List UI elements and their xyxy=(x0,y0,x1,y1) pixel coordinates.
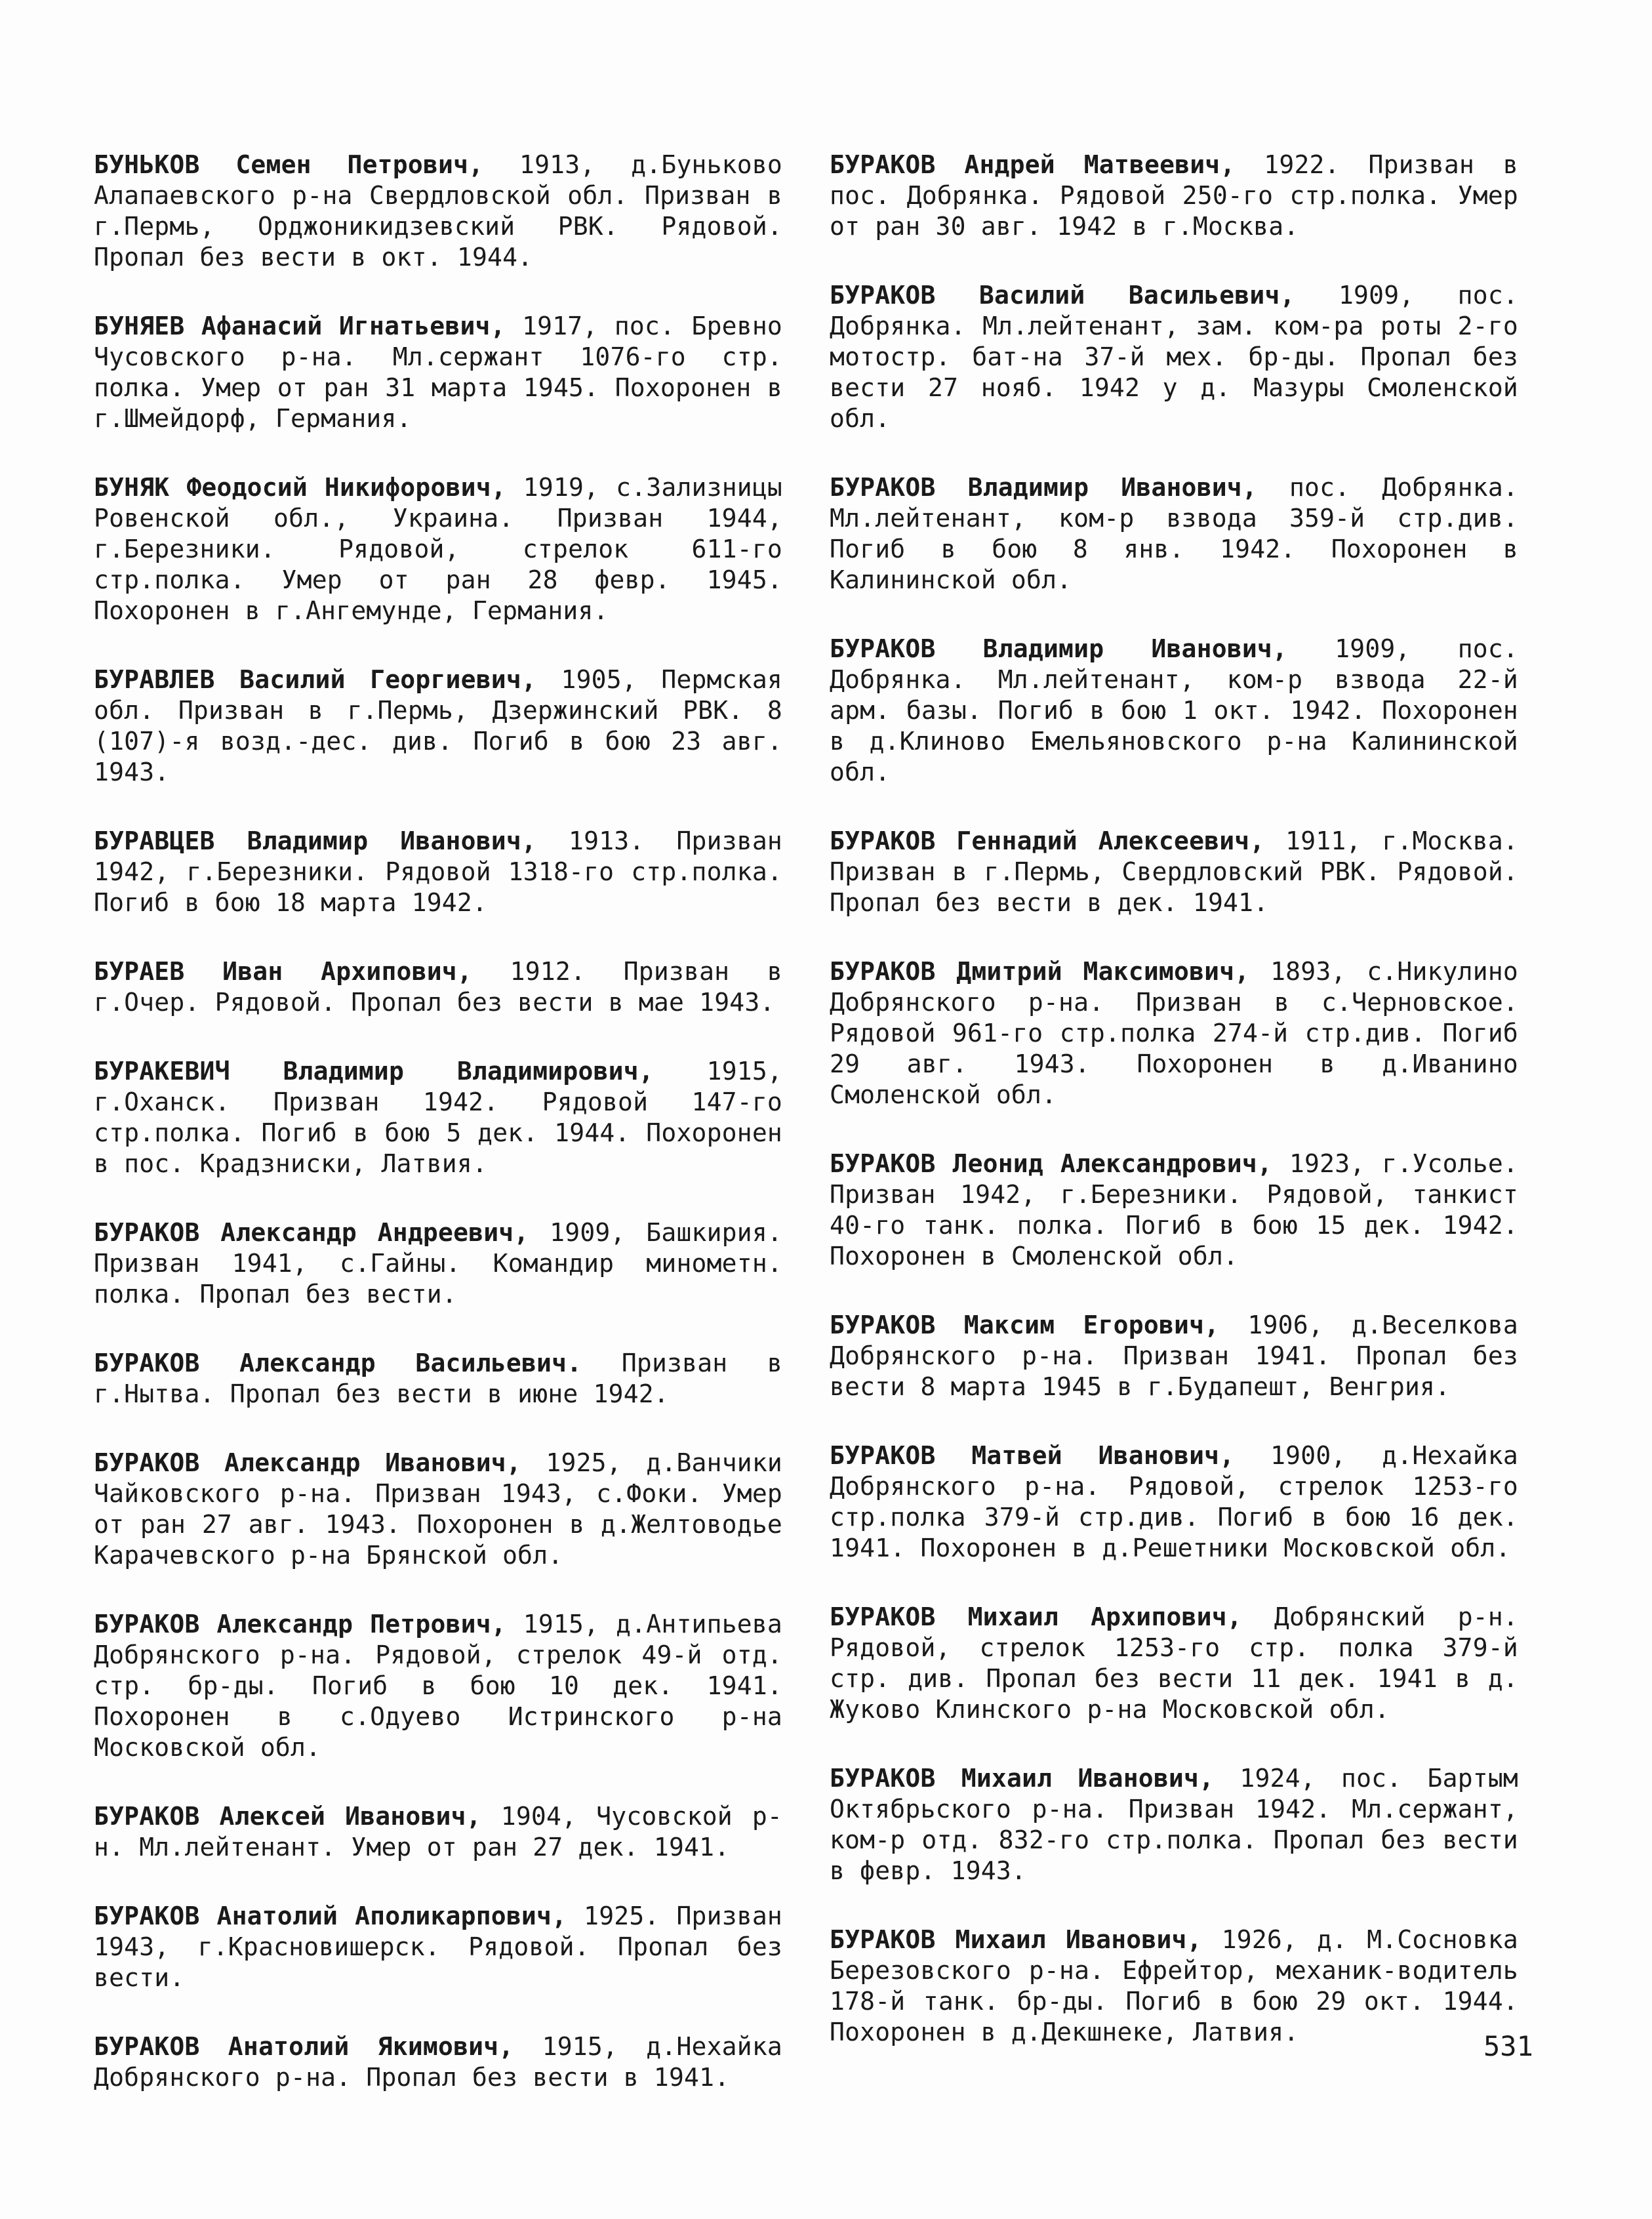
entry-text: 1900, д.Нехайка Добрянского р-на. Рядовой, стрелок 1253-го стр.полка 379-й стр.див. Погиб в бою 16 дек. 1941. Похоронен в д.Решетники Московской обл. xyxy=(830,1441,1518,1562)
entry-name: БУРАКОВ Дмитрий Максимович, xyxy=(830,957,1250,986)
entry xyxy=(94,472,782,626)
entry xyxy=(830,1310,1518,1402)
entry-name: БУРАКОВ Михаил Иванович, xyxy=(830,1925,1202,1954)
entry-name: БУРАКОВ Алексей Иванович, xyxy=(94,1802,481,1831)
entry-text: 1922. Призван в пос. Добрянка. Рядовой 250-го стр.полка. Умер от ран 30 авг. 1942 в г.Москва. xyxy=(830,150,1518,241)
entry xyxy=(830,1924,1518,2048)
entry-name: БУРАКОВ Андрей Матвеевич, xyxy=(830,150,1236,179)
entry xyxy=(830,472,1518,596)
entry-name: БУРАКЕВИЧ Владимир Владимирович, xyxy=(94,1057,654,1086)
entry-text: 1919, с.Зализницы Ровенской обл., Украина. Призван 1944, г.Березники. Рядовой, стрелок 611-го стр.полка. Умер от ран 28 февр. 1945. Похоронен в г.Ангемунде, Германия. xyxy=(94,473,783,625)
entry-text: 1924, пос. Бартым Октябрьского р-на. Призван 1942. Мл.сержант, ком-р отд. 832-го стр.полка. Пропал без вести в февр. 1943. xyxy=(830,1764,1519,1885)
entry-name: БУНЯК Феодосий Никифорович, xyxy=(94,473,506,502)
entry xyxy=(830,1440,1518,1564)
entry-name: БУРАКОВ Геннадий Алексеевич, xyxy=(830,826,1265,855)
entry-name: БУРАКОВ Максим Егорович, xyxy=(830,1311,1220,1339)
entry-name: БУРАКОВ Владимир Иванович, xyxy=(830,634,1288,663)
left-column xyxy=(94,150,782,2131)
entry-name: БУРАКОВ Александр Андреевич, xyxy=(94,1218,529,1247)
entry xyxy=(830,1149,1518,1272)
entry xyxy=(94,956,782,1018)
entry xyxy=(94,311,782,434)
entry-name: БУРАЕВ Иван Архипович, xyxy=(94,957,472,986)
entry-name: БУРАКОВ Михаил Архипович, xyxy=(830,1602,1242,1631)
entry-text: 1915, д.Антипьева Добрянского р-на. Рядовой, стрелок 49-й отд. стр. бр-ды. Погиб в бою 10 дек. 1941. Похоронен в с.Одуево Истринского р-на Московской обл. xyxy=(94,1610,783,1762)
entry-text: пос. Добрянка. Мл.лейтенант, ком-р взвода 359-й стр.див. Погиб в бою 8 янв. 1942. Похоронен в Калининской обл. xyxy=(830,473,1519,594)
entry-name: БУРАКОВ Александр Иванович, xyxy=(94,1448,521,1477)
entry xyxy=(94,826,782,918)
entry-name: БУРАВЦЕВ Владимир Иванович, xyxy=(94,826,537,855)
entry xyxy=(830,150,1518,242)
entry xyxy=(94,664,782,788)
entry-text: Призван в г.Нытва. Пропал без вести в июне 1942. xyxy=(94,1349,783,1408)
entry-text: 1893, с.Никулино Добрянского р-на. Призван в с.Черновское. Рядовой 961-го стр.полка 274-й стр.див. Погиб 29 авг. 1943. Похоронен в д.Иванино Смоленской обл. xyxy=(830,957,1518,1109)
entry xyxy=(94,1056,782,1179)
entry-name: БУРАКОВ Анатолий Аполикарпович, xyxy=(94,1902,567,1930)
entry-name: БУНЯЕВ Афанасий Игнатьевич, xyxy=(94,312,506,340)
entry-text: 1911, г.Москва. Призван в г.Пермь, Свердловский РВК. Рядовой. Пропал без вести в дек. 1941. xyxy=(830,826,1518,917)
entry-name: БУРАКОВ Владимир Иванович, xyxy=(830,473,1257,502)
entry xyxy=(830,1763,1518,1886)
entry-name: БУНЬКОВ Семен Петрович, xyxy=(94,150,484,179)
entry xyxy=(830,956,1518,1110)
entry xyxy=(94,1801,782,1863)
page-number: 531 xyxy=(1483,2030,1533,2062)
entry xyxy=(94,1348,782,1410)
entry xyxy=(830,634,1518,788)
entry-text: 1909, Башкирия. Призван 1941, с.Гайны. Командир минометн. полка. Пропал без вести. xyxy=(94,1218,782,1309)
entry-name: БУРАВЛЕВ Василий Георгиевич, xyxy=(94,665,537,694)
entry xyxy=(830,280,1518,434)
entry xyxy=(830,826,1518,918)
entry-name: БУРАКОВ Василий Васильевич, xyxy=(830,281,1295,310)
entry xyxy=(94,1448,782,1571)
entry xyxy=(94,1901,782,1993)
entry-name: БУРАКОВ Леонид Александрович, xyxy=(830,1149,1273,1178)
entry-text: 1917, пос. Бревно Чусовского р-на. Мл.сержант 1076-го стр. полка. Умер от ран 31 марта 1945. Похоронен в г.Шмейдорф, Германия. xyxy=(94,312,782,433)
entry-text: 1905, Пермская обл. Призван в г.Пермь, Дзержинский РВК. 8 (107)-я возд.-дес. див. Погиб в бою 23 авг. 1943. xyxy=(94,665,783,786)
entry-name: БУРАКОВ Александр Петрович, xyxy=(94,1610,506,1639)
entry-text: 1904, Чусовской р-н. Мл.лейтенант. Умер от ран 27 дек. 1941. xyxy=(94,1802,782,1862)
entry-text: Добрянский р-н. Рядовой, стрелок 1253-го стр. полка 379-й стр. див. Пропал без вести 11 дек. 1941 в д. Жуково Клинского р-на Московской обл. xyxy=(830,1602,1519,1724)
entry xyxy=(94,150,782,273)
entry xyxy=(94,2031,782,2093)
entry-text: 1913, д.Буньково Алапаевского р-на Свердловской обл. Призван в г.Пермь, Орджоникидзевский РВК. Рядовой. Пропал без вести в окт. 1944. xyxy=(94,150,782,272)
entry xyxy=(94,1609,782,1763)
right-column xyxy=(830,150,1518,2086)
entry-text: 1925, д.Ванчики Чайковского р-на. Призван 1943, с.Фоки. Умер от ран 27 авг. 1943. Похоронен в д.Желтоводье Карачевского р-на Брянской обл. xyxy=(94,1448,783,1570)
entry-text: 1915, д.Нехайка Добрянского р-на. Пропал без вести в 1941. xyxy=(94,2032,782,2092)
entry-text: 1913. Призван 1942, г.Березники. Рядовой 1318-го стр.полка. Погиб в бою 18 марта 1942. xyxy=(94,826,783,917)
entry-name: БУРАКОВ Анатолий Якимович, xyxy=(94,2032,514,2061)
entry-text: 1909, пос. Добрянка. Мл.лейтенант, ком-р взвода 22-й арм. базы. Погиб в бою 1 окт. 1942. Похоронен в д.Клиново Емельяновского р-на Калининской обл. xyxy=(830,634,1519,786)
entry xyxy=(830,1602,1518,1725)
entry-text: 1915, г.Оханск. Призван 1942. Рядовой 147-го стр.полка. Погиб в бою 5 дек. 1944. Похоронен в пос. Крадзниски, Латвия. xyxy=(94,1057,783,1178)
entry-name: БУРАКОВ Матвей Иванович, xyxy=(830,1441,1235,1470)
entry-text: 1909, пос. Добрянка. Мл.лейтенант, зам. ком-ра роты 2-го мотостр. бат-на 37-й мех. бр-ды. Пропал без вести 27 нояб. 1942 у д. Мазуры Смоленской обл. xyxy=(830,281,1518,433)
entry-text: 1912. Призван в г.Очер. Рядовой. Пропал без вести в мае 1943. xyxy=(94,957,783,1017)
entry-text: 1925. Призван 1943, г.Красновишерск. Рядовой. Пропал без вести. xyxy=(94,1902,783,1992)
entry xyxy=(94,1217,782,1310)
entry-text: 1926, д. М.Сосновка Березовского р-на. Ефрейтор, механик-водитель 178-й танк. бр-ды. Погиб в бою 29 окт. 1944. Похоронен в д.Декшнеке, Латвия. xyxy=(830,1925,1518,2046)
entry-text: 1923, г.Усолье. Призван 1942, г.Березники. Рядовой, танкист 40-го танк. полка. Погиб в бою 15 дек. 1942. Похоронен в Смоленской обл. xyxy=(830,1149,1519,1271)
entry-text: 1906, д.Веселкова Добрянского р-на. Призван 1941. Пропал без вести 8 марта 1945 в г.Будапешт, Венгрия. xyxy=(830,1311,1518,1401)
entry-name: БУРАКОВ Александр Васильевич. xyxy=(94,1349,582,1377)
entry-name: БУРАКОВ Михаил Иванович, xyxy=(830,1764,1215,1793)
